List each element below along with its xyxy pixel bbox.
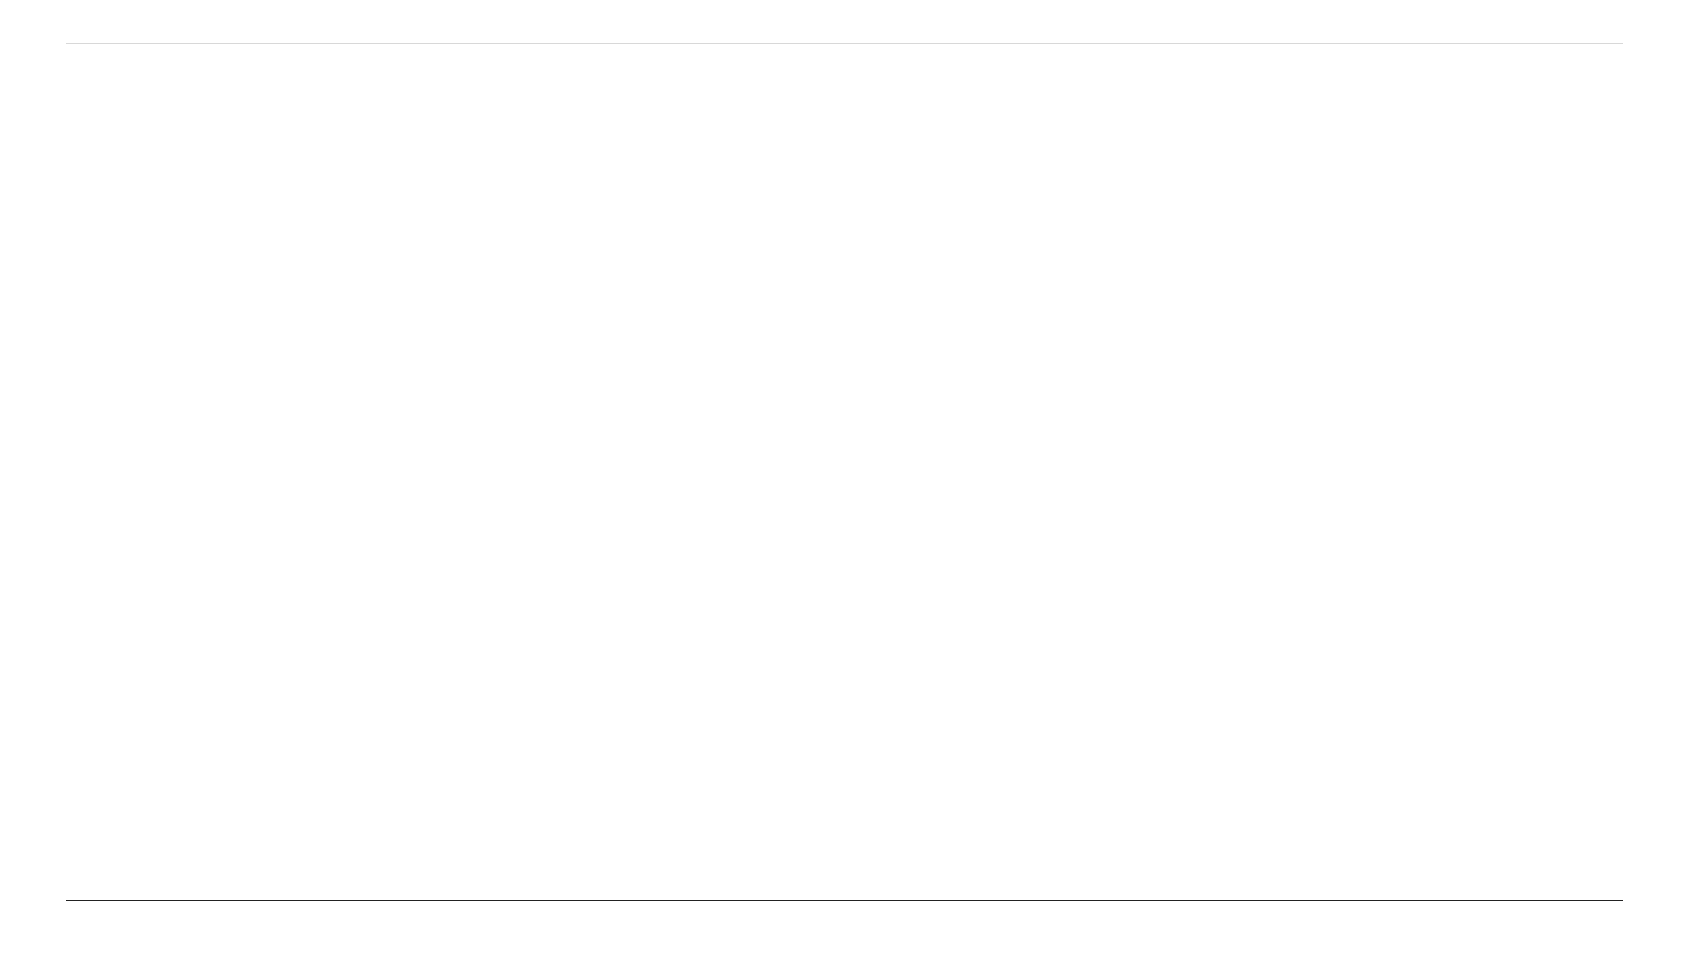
footer-rule <box>66 900 1623 901</box>
title-rule <box>66 43 1623 44</box>
